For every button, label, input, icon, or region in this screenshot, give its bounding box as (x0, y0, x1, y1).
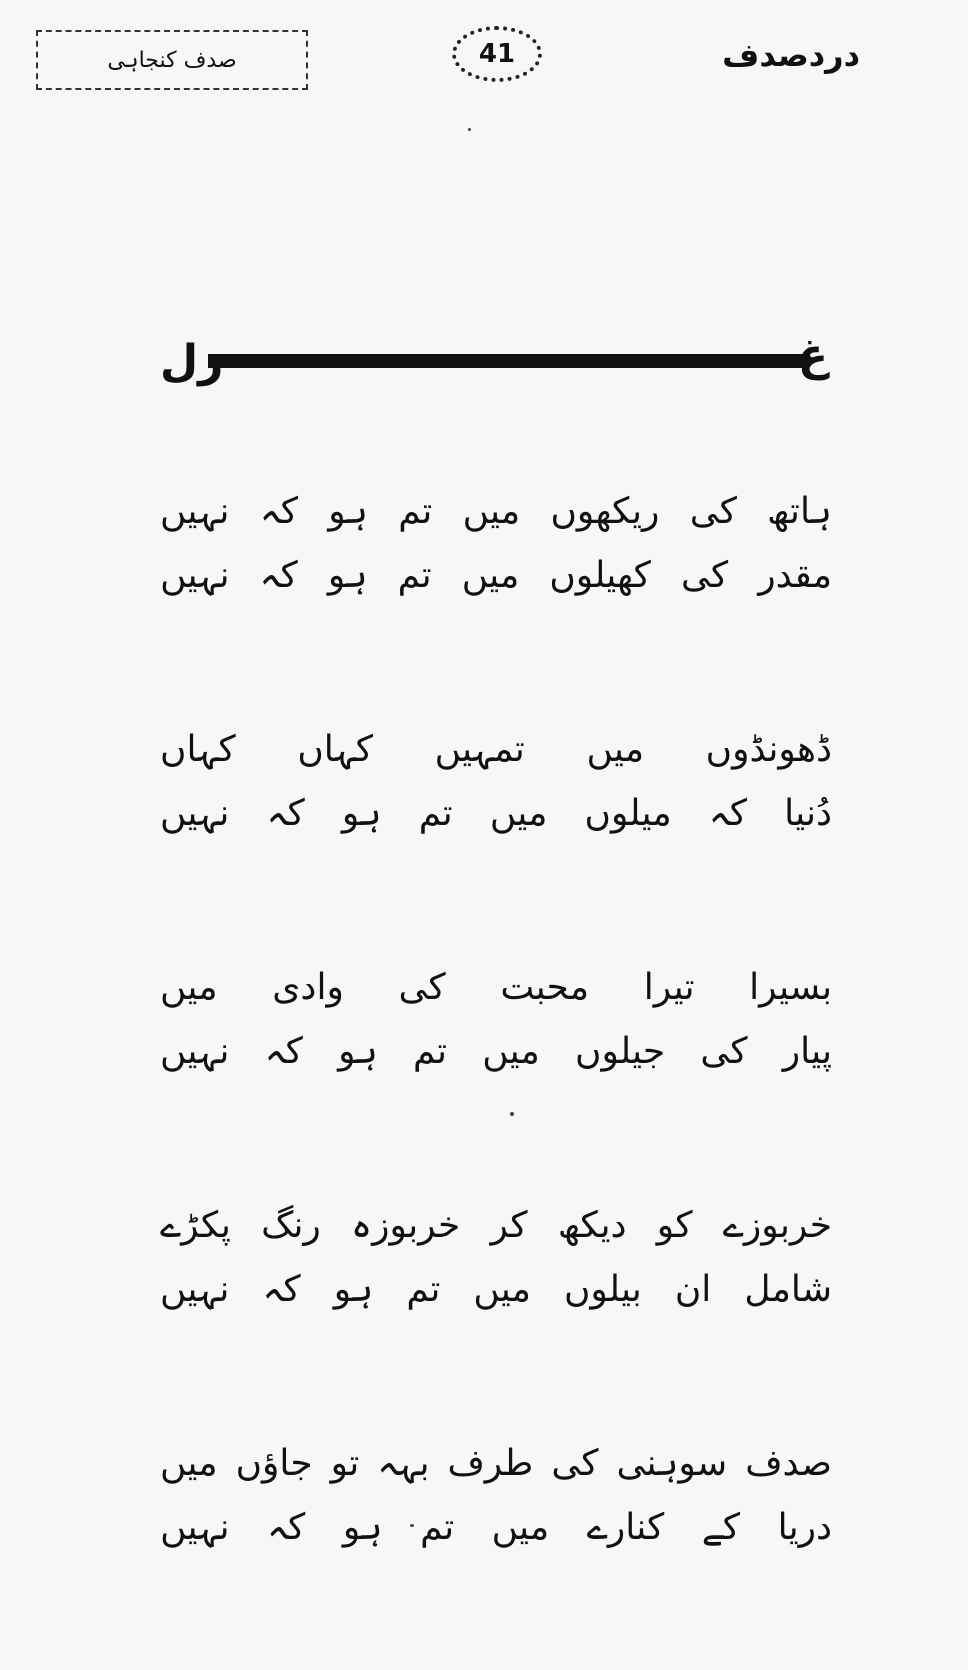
verse-word: پیار (782, 1031, 832, 1072)
verse-line (160, 480, 832, 544)
verse-word: کی (398, 967, 446, 1008)
stanza (160, 1432, 832, 1560)
verse-word: کہ (266, 793, 305, 834)
print-speck (410, 1524, 414, 1527)
verse-word: محبت (500, 967, 590, 1008)
verse-word: میں (160, 967, 218, 1008)
verse-word: نہیں (160, 1507, 230, 1548)
verse-word: کو (656, 1205, 693, 1246)
verse-word: کی (700, 1031, 748, 1072)
page-number: 41 (478, 39, 516, 69)
verse-word: ڈھونڈوں (705, 729, 832, 770)
verse-word: ہو (333, 1269, 374, 1310)
stanza (160, 480, 832, 608)
verse-word: نہیں (160, 793, 230, 834)
verse-word: کہاں (160, 729, 236, 770)
verse-word: ہو (341, 793, 382, 834)
verse-word: تم (413, 1031, 448, 1072)
print-speck (510, 1112, 514, 1116)
verse-word: کی (689, 491, 737, 532)
verse-line (160, 544, 832, 608)
verse-word: مقدر (758, 555, 832, 596)
verse-word: میں (461, 555, 520, 596)
verse-word: ہو (327, 555, 368, 596)
verse-word: دریا (777, 1507, 832, 1548)
verse-word: میں (491, 1507, 550, 1548)
verse-word: کہ (259, 491, 298, 532)
stanza (160, 956, 832, 1084)
verse-word: ہو (338, 1031, 378, 1072)
verse-word: کھیلوں (549, 555, 651, 596)
verse-word: طرف (447, 1443, 534, 1484)
verse-word: کہاں (297, 729, 373, 770)
book-title: دردصدف (722, 36, 860, 74)
ghazal-heading (160, 330, 828, 390)
verse-word: کر (490, 1205, 528, 1246)
verse-word: نہیں (160, 1031, 230, 1072)
verse-word: کنارے (586, 1507, 665, 1548)
author-name-box (36, 30, 308, 90)
heading-rule (208, 354, 808, 368)
verse-word: تم (418, 793, 453, 834)
verse-word: تم (398, 491, 433, 532)
verse-word: دیکھ (557, 1205, 627, 1246)
verse-word: شامل (744, 1269, 832, 1310)
verse-word: سوہنی (616, 1443, 728, 1484)
verse-word: ہو (342, 1507, 383, 1548)
verse-word: ہو (328, 491, 368, 532)
verse-word: تو (330, 1443, 360, 1484)
verse-line (160, 1258, 832, 1322)
verse-word: کہ (708, 793, 747, 834)
verse-word: بہہ (377, 1443, 430, 1484)
verse-word: میلوں (584, 793, 672, 834)
heading-ending-letters: زل (160, 336, 224, 387)
verse-word: کہ (262, 1269, 301, 1310)
verse-word: ہاتھ (767, 491, 832, 532)
verse-word: میں (489, 793, 548, 834)
verse-word: دُنیا (784, 793, 832, 834)
verse-word: تیرا (643, 967, 695, 1008)
verse-word: تمہیں (434, 729, 525, 770)
stanza (160, 1194, 832, 1322)
verse-word: کہ (264, 1031, 303, 1072)
verse-word: بسیرا (749, 967, 832, 1008)
heading-initial-letter: غ (797, 330, 828, 381)
verse-word: کہ (267, 1507, 306, 1548)
verse-line (160, 782, 832, 846)
verse-word: کے (701, 1507, 741, 1548)
verse-line (160, 1194, 832, 1258)
verse-word: ریکھوں (550, 491, 660, 532)
verse-word: ان (674, 1269, 712, 1310)
verse-word: نہیں (160, 1269, 230, 1310)
verse-word: میں (462, 491, 521, 532)
verse-word: تم (406, 1269, 441, 1310)
verse-line (160, 1020, 832, 1084)
verse-word: بیلوں (563, 1269, 642, 1310)
verse-word: جیلوں (575, 1031, 666, 1072)
print-speck (468, 128, 471, 131)
verse-word: رنگ (261, 1205, 321, 1246)
verse-word: میں (482, 1031, 540, 1072)
verse-line (160, 956, 832, 1020)
verse-line (160, 1432, 832, 1496)
page-number-badge (452, 26, 542, 82)
verse-word: صدف (745, 1443, 832, 1484)
verse-line (160, 1496, 832, 1560)
verse-word: تم (420, 1507, 455, 1548)
poem-body (160, 480, 832, 1670)
verse-line (160, 718, 832, 782)
verse-word: میں (586, 729, 644, 770)
verse-word: پکڑے (160, 1205, 231, 1246)
verse-word: خربوزہ (351, 1205, 461, 1246)
verse-word: میں (473, 1269, 531, 1310)
verse-word: نہیں (160, 555, 230, 596)
verse-word: جاؤں (235, 1443, 313, 1484)
verse-word: کہ (259, 555, 298, 596)
author-name: صدف کنجاہی (107, 47, 237, 73)
stanza (160, 718, 832, 846)
verse-word: کی (551, 1443, 599, 1484)
verse-word: میں (160, 1443, 218, 1484)
verse-word: تم (397, 555, 432, 596)
verse-word: نہیں (160, 491, 230, 532)
verse-word: کی (680, 555, 729, 596)
verse-word: وادی (272, 967, 344, 1008)
verse-word: خربوزے (722, 1205, 832, 1246)
